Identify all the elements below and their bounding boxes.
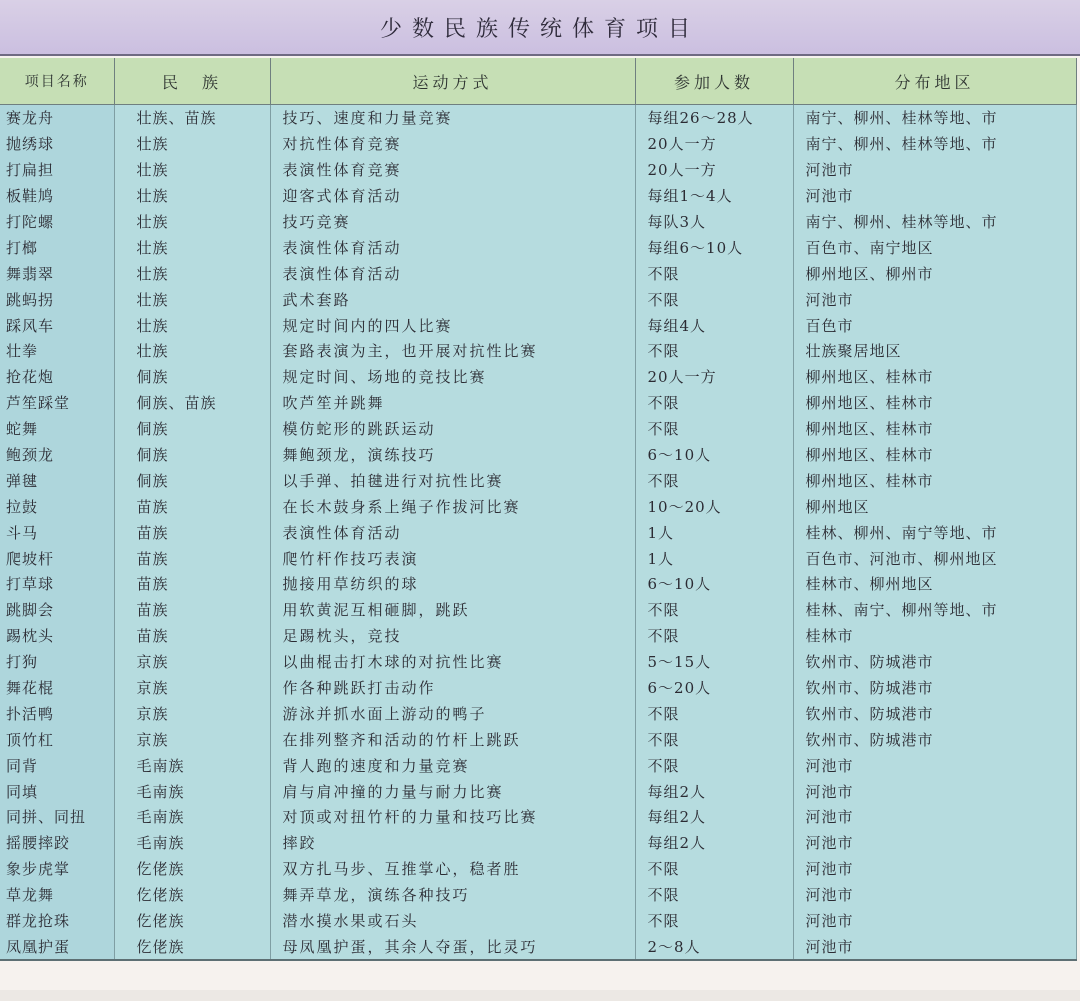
cell-project-name: 草龙舞 xyxy=(0,882,114,908)
cell-project-name: 打陀螺 xyxy=(0,209,114,235)
cell-mode: 表演性体育活动 xyxy=(270,234,635,260)
table-row xyxy=(0,571,1076,597)
title-band xyxy=(0,0,1080,56)
cell-project-name: 跳蚂拐 xyxy=(0,286,114,312)
table-row xyxy=(0,882,1076,908)
cell-mode: 舞鲍颈龙，演练技巧 xyxy=(270,442,635,468)
table-row xyxy=(0,675,1076,701)
cell-participants: 不限 xyxy=(635,416,793,442)
cell-region: 柳州地区、桂林市 xyxy=(793,467,1076,493)
cell-ethnicity: 壮族 xyxy=(114,157,270,183)
cell-ethnicity: 京族 xyxy=(114,649,270,675)
cell-participants: 每组6～10人 xyxy=(635,234,793,260)
cell-region: 南宁、柳州、桂林等地、市 xyxy=(793,209,1076,235)
cell-mode: 在排列整齐和活动的竹杆上跳跃 xyxy=(270,726,635,752)
table-row xyxy=(0,260,1076,286)
cell-region: 河池市 xyxy=(793,908,1076,934)
cell-mode: 背人跑的速度和力量竞赛 xyxy=(270,752,635,778)
cell-mode: 游泳并抓水面上游动的鸭子 xyxy=(270,700,635,726)
table-row xyxy=(0,286,1076,312)
cell-region: 河池市 xyxy=(793,804,1076,830)
table-row xyxy=(0,934,1076,961)
cell-participants: 1人 xyxy=(635,545,793,571)
table-row xyxy=(0,908,1076,934)
cell-participants: 不限 xyxy=(635,726,793,752)
cell-participants: 不限 xyxy=(635,260,793,286)
cell-mode: 抛接用草纺织的球 xyxy=(270,571,635,597)
cell-ethnicity: 京族 xyxy=(114,726,270,752)
page-bottom-margin xyxy=(0,990,1080,1001)
cell-region: 百色市、河池市、柳州地区 xyxy=(793,545,1076,571)
cell-ethnicity: 苗族 xyxy=(114,597,270,623)
cell-participants: 1人 xyxy=(635,519,793,545)
cell-ethnicity: 壮族、苗族 xyxy=(114,105,270,131)
table-row xyxy=(0,545,1076,571)
cell-project-name: 弹毽 xyxy=(0,467,114,493)
cell-project-name: 板鞋鸠 xyxy=(0,183,114,209)
cell-region: 百色市 xyxy=(793,312,1076,338)
cell-ethnicity: 壮族 xyxy=(114,209,270,235)
cell-project-name: 蛇舞 xyxy=(0,416,114,442)
cell-mode: 技巧竞赛 xyxy=(270,209,635,235)
cell-project-name: 舞翡翠 xyxy=(0,260,114,286)
table-body xyxy=(0,105,1076,961)
cell-region: 柳州地区、桂林市 xyxy=(793,442,1076,468)
cell-region: 河池市 xyxy=(793,752,1076,778)
cell-ethnicity: 侗族、苗族 xyxy=(114,390,270,416)
cell-mode: 肩与肩冲撞的力量与耐力比赛 xyxy=(270,778,635,804)
cell-participants: 2～8人 xyxy=(635,934,793,961)
cell-region: 柳州地区、桂林市 xyxy=(793,364,1076,390)
table-row xyxy=(0,726,1076,752)
header-mode: 运动方式 xyxy=(270,58,635,105)
cell-ethnicity: 毛南族 xyxy=(114,804,270,830)
cell-region: 柳州地区、桂林市 xyxy=(793,416,1076,442)
cell-mode: 对抗性体育竞赛 xyxy=(270,131,635,157)
table-row xyxy=(0,467,1076,493)
table-row xyxy=(0,804,1076,830)
header-project-name: 项目名称 xyxy=(0,58,114,105)
cell-participants: 6～10人 xyxy=(635,442,793,468)
table-row xyxy=(0,312,1076,338)
table-row xyxy=(0,338,1076,364)
table-row xyxy=(0,597,1076,623)
table-row xyxy=(0,856,1076,882)
cell-mode: 以手弹、拍毽进行对抗性比赛 xyxy=(270,467,635,493)
cell-project-name: 象步虎掌 xyxy=(0,856,114,882)
cell-mode: 模仿蛇形的跳跃运动 xyxy=(270,416,635,442)
table-row xyxy=(0,623,1076,649)
cell-region: 桂林、南宁、柳州等地、市 xyxy=(793,597,1076,623)
cell-participants: 每组4人 xyxy=(635,312,793,338)
cell-mode: 技巧、速度和力量竞赛 xyxy=(270,105,635,131)
cell-ethnicity: 毛南族 xyxy=(114,752,270,778)
cell-ethnicity: 壮族 xyxy=(114,260,270,286)
cell-project-name: 群龙抢珠 xyxy=(0,908,114,934)
cell-project-name: 打狗 xyxy=(0,649,114,675)
table-row xyxy=(0,234,1076,260)
cell-project-name: 爬坡杆 xyxy=(0,545,114,571)
cell-mode: 表演性体育竞赛 xyxy=(270,157,635,183)
cell-mode: 作各种跳跃打击动作 xyxy=(270,675,635,701)
cell-project-name: 抢花炮 xyxy=(0,364,114,390)
cell-ethnicity: 仡佬族 xyxy=(114,908,270,934)
cell-project-name: 踩风车 xyxy=(0,312,114,338)
cell-project-name: 同拼、同扭 xyxy=(0,804,114,830)
table-row xyxy=(0,157,1076,183)
cell-ethnicity: 苗族 xyxy=(114,571,270,597)
cell-participants: 每队3人 xyxy=(635,209,793,235)
cell-region: 河池市 xyxy=(793,157,1076,183)
table-row xyxy=(0,183,1076,209)
cell-mode: 武术套路 xyxy=(270,286,635,312)
page-title: 少数民族传统体育项目 xyxy=(379,16,700,42)
cell-project-name: 舞花棍 xyxy=(0,675,114,701)
cell-participants: 不限 xyxy=(635,752,793,778)
cell-project-name: 鲍颈龙 xyxy=(0,442,114,468)
cell-region: 柳州地区、柳州市 xyxy=(793,260,1076,286)
cell-ethnicity: 苗族 xyxy=(114,623,270,649)
cell-region: 南宁、柳州、桂林等地、市 xyxy=(793,105,1076,131)
cell-project-name: 凤凰护蛋 xyxy=(0,934,114,961)
table-row xyxy=(0,493,1076,519)
cell-participants: 每组26～28人 xyxy=(635,105,793,131)
cell-mode: 吹芦笙并跳舞 xyxy=(270,390,635,416)
cell-region: 河池市 xyxy=(793,286,1076,312)
table-row xyxy=(0,752,1076,778)
table-row xyxy=(0,442,1076,468)
cell-project-name: 扑活鸭 xyxy=(0,700,114,726)
cell-participants: 不限 xyxy=(635,700,793,726)
cell-mode: 潜水摸水果或石头 xyxy=(270,908,635,934)
cell-mode: 摔跤 xyxy=(270,830,635,856)
cell-region: 钦州市、防城港市 xyxy=(793,649,1076,675)
cell-participants: 不限 xyxy=(635,467,793,493)
cell-mode: 对顶或对扭竹杆的力量和技巧比赛 xyxy=(270,804,635,830)
cell-region: 百色市、南宁地区 xyxy=(793,234,1076,260)
cell-participants: 不限 xyxy=(635,597,793,623)
cell-mode: 迎客式体育活动 xyxy=(270,183,635,209)
cell-region: 柳州地区 xyxy=(793,493,1076,519)
cell-project-name: 芦笙踩堂 xyxy=(0,390,114,416)
cell-project-name: 摇腰摔跤 xyxy=(0,830,114,856)
cell-participants: 6～20人 xyxy=(635,675,793,701)
cell-mode: 用软黄泥互相砸脚，跳跃 xyxy=(270,597,635,623)
cell-ethnicity: 毛南族 xyxy=(114,778,270,804)
cell-ethnicity: 壮族 xyxy=(114,183,270,209)
cell-mode: 表演性体育活动 xyxy=(270,519,635,545)
cell-participants: 每组1～4人 xyxy=(635,183,793,209)
table-row xyxy=(0,209,1076,235)
cell-participants: 每组2人 xyxy=(635,804,793,830)
cell-participants: 每组2人 xyxy=(635,778,793,804)
cell-participants: 20人一方 xyxy=(635,157,793,183)
cell-region: 桂林市、柳州地区 xyxy=(793,571,1076,597)
cell-ethnicity: 壮族 xyxy=(114,312,270,338)
cell-ethnicity: 仡佬族 xyxy=(114,934,270,961)
header-region: 分布地区 xyxy=(793,58,1076,105)
cell-participants: 不限 xyxy=(635,390,793,416)
cell-ethnicity: 苗族 xyxy=(114,545,270,571)
cell-region: 壮族聚居地区 xyxy=(793,338,1076,364)
cell-project-name: 同填 xyxy=(0,778,114,804)
cell-project-name: 赛龙舟 xyxy=(0,105,114,131)
cell-ethnicity: 毛南族 xyxy=(114,830,270,856)
table-row xyxy=(0,778,1076,804)
cell-mode: 表演性体育活动 xyxy=(270,260,635,286)
table-row xyxy=(0,830,1076,856)
table-row xyxy=(0,105,1076,131)
cell-region: 钦州市、防城港市 xyxy=(793,726,1076,752)
cell-project-name: 同背 xyxy=(0,752,114,778)
cell-mode: 母凤凰护蛋，其余人夺蛋，比灵巧 xyxy=(270,934,635,961)
cell-ethnicity: 苗族 xyxy=(114,519,270,545)
cell-region: 桂林、柳州、南宁等地、市 xyxy=(793,519,1076,545)
cell-ethnicity: 京族 xyxy=(114,675,270,701)
cell-mode: 规定时间、场地的竞技比赛 xyxy=(270,364,635,390)
cell-project-name: 跳脚会 xyxy=(0,597,114,623)
cell-ethnicity: 壮族 xyxy=(114,286,270,312)
cell-mode: 在长木鼓身系上绳子作拔河比赛 xyxy=(270,493,635,519)
cell-project-name: 壮拳 xyxy=(0,338,114,364)
table-row xyxy=(0,364,1076,390)
cell-project-name: 斗马 xyxy=(0,519,114,545)
cell-region: 柳州地区、桂林市 xyxy=(793,390,1076,416)
cell-project-name: 踢枕头 xyxy=(0,623,114,649)
cell-ethnicity: 侗族 xyxy=(114,467,270,493)
cell-mode: 舞弄草龙，演练各种技巧 xyxy=(270,882,635,908)
header-ethnicity: 民 族 xyxy=(114,58,270,105)
cell-project-name: 拉鼓 xyxy=(0,493,114,519)
table-row xyxy=(0,390,1076,416)
table-row xyxy=(0,519,1076,545)
cell-ethnicity: 侗族 xyxy=(114,442,270,468)
cell-mode: 规定时间内的四人比赛 xyxy=(270,312,635,338)
cell-participants: 不限 xyxy=(635,882,793,908)
cell-ethnicity: 仡佬族 xyxy=(114,856,270,882)
cell-ethnicity: 侗族 xyxy=(114,416,270,442)
table-header xyxy=(0,58,1076,105)
cell-participants: 不限 xyxy=(635,908,793,934)
sports-table xyxy=(0,58,1077,961)
cell-project-name: 打扁担 xyxy=(0,157,114,183)
cell-ethnicity: 侗族 xyxy=(114,364,270,390)
cell-ethnicity: 仡佬族 xyxy=(114,882,270,908)
table-row xyxy=(0,131,1076,157)
cell-ethnicity: 苗族 xyxy=(114,493,270,519)
cell-region: 钦州市、防城港市 xyxy=(793,700,1076,726)
cell-ethnicity: 京族 xyxy=(114,700,270,726)
cell-region: 钦州市、防城港市 xyxy=(793,675,1076,701)
cell-mode: 以曲棍击打木球的对抗性比赛 xyxy=(270,649,635,675)
table-row xyxy=(0,700,1076,726)
cell-region: 河池市 xyxy=(793,856,1076,882)
cell-region: 南宁、柳州、桂林等地、市 xyxy=(793,131,1076,157)
cell-region: 河池市 xyxy=(793,934,1076,961)
table-row xyxy=(0,416,1076,442)
cell-mode: 足踢枕头，竞技 xyxy=(270,623,635,649)
cell-region: 河池市 xyxy=(793,830,1076,856)
cell-project-name: 顶竹杠 xyxy=(0,726,114,752)
cell-participants: 20人一方 xyxy=(635,364,793,390)
cell-participants: 5～15人 xyxy=(635,649,793,675)
cell-ethnicity: 壮族 xyxy=(114,338,270,364)
cell-participants: 每组2人 xyxy=(635,830,793,856)
cell-participants: 6～10人 xyxy=(635,571,793,597)
cell-region: 河池市 xyxy=(793,882,1076,908)
cell-mode: 双方扎马步、互推掌心，稳者胜 xyxy=(270,856,635,882)
table-row xyxy=(0,649,1076,675)
cell-project-name: 抛绣球 xyxy=(0,131,114,157)
cell-mode: 爬竹杆作技巧表演 xyxy=(270,545,635,571)
cell-ethnicity: 壮族 xyxy=(114,234,270,260)
cell-participants: 不限 xyxy=(635,286,793,312)
cell-project-name: 打榔 xyxy=(0,234,114,260)
cell-participants: 不限 xyxy=(635,338,793,364)
cell-region: 河池市 xyxy=(793,778,1076,804)
cell-project-name: 打草球 xyxy=(0,571,114,597)
cell-participants: 不限 xyxy=(635,623,793,649)
cell-participants: 10～20人 xyxy=(635,493,793,519)
cell-region: 桂林市 xyxy=(793,623,1076,649)
cell-ethnicity: 壮族 xyxy=(114,131,270,157)
cell-mode: 套路表演为主，也开展对抗性比赛 xyxy=(270,338,635,364)
cell-participants: 不限 xyxy=(635,856,793,882)
header-participants: 参加人数 xyxy=(635,58,793,105)
cell-region: 河池市 xyxy=(793,183,1076,209)
cell-participants: 20人一方 xyxy=(635,131,793,157)
